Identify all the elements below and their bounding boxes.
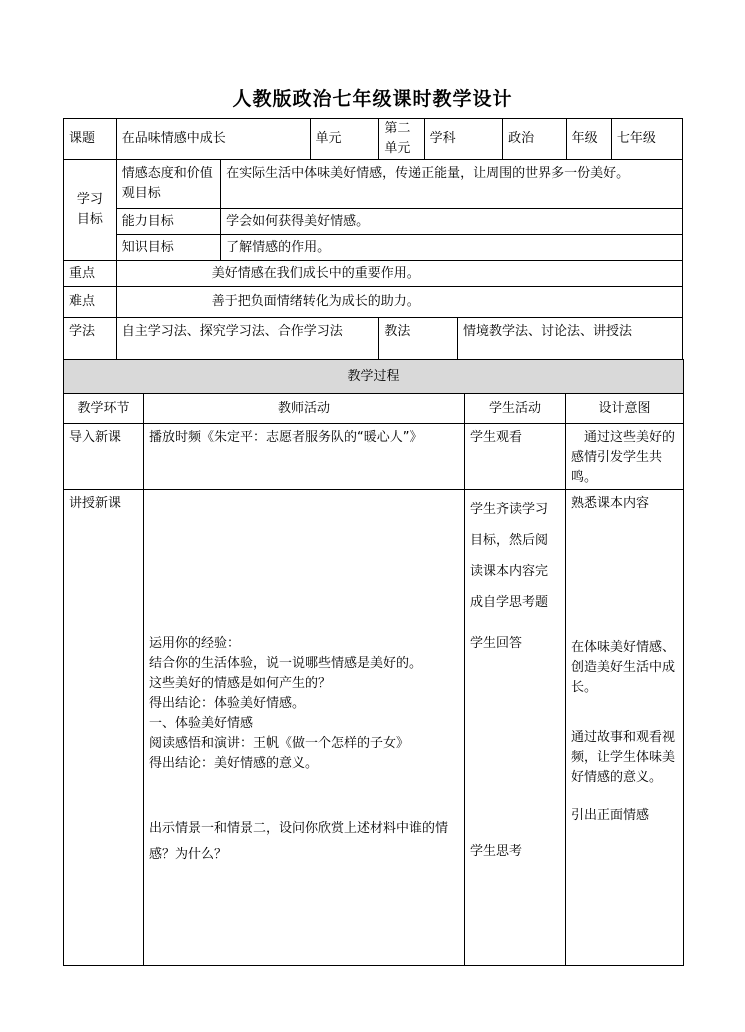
goals-label bbox=[64, 160, 117, 261]
process-table bbox=[63, 359, 684, 966]
goal-text: 在实际生活中体味美好情感，传递正能量，让周围的世界多一份美好。 bbox=[221, 160, 683, 209]
goal-name: 能力目标 bbox=[116, 209, 220, 235]
teacher-line: 阅读感悟和演讲：王帆《做一个怎样的子女》 bbox=[149, 736, 410, 751]
difficulty-label: 难点 bbox=[64, 287, 117, 318]
goal-text: 了解情感的作用。 bbox=[221, 235, 683, 261]
intro-design-intent: 通过这些美好的感情引发学生共鸣。 bbox=[566, 424, 684, 490]
intent-2: 在体味美好情感、创造美好生活中成长。 bbox=[571, 640, 676, 695]
column-header: 设计意图 bbox=[566, 394, 684, 424]
key-point-label: 重点 bbox=[64, 261, 117, 287]
intent-1: 熟悉课本内容 bbox=[571, 496, 650, 511]
subject-label: 课题 bbox=[64, 119, 117, 160]
info-row bbox=[64, 119, 683, 160]
teach-method-label: 教法 bbox=[379, 318, 458, 369]
info-table bbox=[63, 118, 683, 369]
unit-value: 第二单元 bbox=[379, 119, 424, 160]
goal-row-1 bbox=[64, 160, 683, 209]
teacher-line: 运用你的经验： bbox=[149, 636, 241, 651]
goal-name: 情感态度和价值观目标 bbox=[116, 160, 220, 209]
teacher-question: 出示情景一和情景二，设问你欣赏上述材料中谁的情感？为什么？ bbox=[149, 821, 449, 862]
new-lesson-row bbox=[64, 490, 684, 966]
subject-value: 在品味情感中成长 bbox=[116, 119, 310, 160]
goals-label-line-1: 学习 bbox=[76, 192, 103, 207]
new-lesson-design-intent bbox=[566, 490, 684, 966]
grade-label: 年级 bbox=[566, 119, 611, 160]
intro-row bbox=[64, 424, 684, 490]
goal-row-3 bbox=[64, 235, 683, 261]
stage-new-lesson: 讲授新课 bbox=[64, 490, 144, 966]
new-lesson-student-activity bbox=[465, 490, 566, 966]
intent-3: 通过故事和观看视频，让学生体味美好情感的意义。 bbox=[571, 730, 676, 785]
teacher-line: 得出结论：体验美好情感。 bbox=[149, 696, 306, 711]
study-method-label: 学法 bbox=[64, 318, 117, 369]
difficulty-text: 善于把负面情绪转化为成长的助力。 bbox=[116, 287, 682, 318]
goal-text: 学会如何获得美好情感。 bbox=[221, 209, 683, 235]
page-title: 人教版政治七年级课时教学设计 bbox=[232, 88, 513, 110]
goals-label-line-2: 目标 bbox=[76, 212, 103, 227]
unit-label: 单元 bbox=[310, 119, 379, 160]
stage-intro: 导入新课 bbox=[64, 424, 144, 490]
teacher-line: 结合你的生活体验，说一说哪些情感是美好的。 bbox=[149, 656, 423, 671]
difficulty-row bbox=[64, 287, 683, 318]
student-activity-2: 学生回答 bbox=[470, 636, 523, 651]
column-header: 教学环节 bbox=[64, 394, 144, 424]
teacher-line: 一、体验美好情感 bbox=[149, 716, 254, 731]
study-method-value: 自主学习法、探究学习法、合作学习法 bbox=[116, 318, 379, 369]
process-header-row bbox=[64, 360, 684, 394]
process-header: 教学过程 bbox=[64, 360, 684, 394]
intro-teacher-activity: 播放时频《朱定平：志愿者服务队的“暖心人”》 bbox=[144, 424, 465, 490]
teach-method-value: 情境教学法、讨论法、讲授法 bbox=[457, 318, 682, 369]
grade-value: 七年级 bbox=[611, 119, 682, 160]
student-activity-1: 学生齐读学习目标，然后阅读课本内容完成自学思考题 bbox=[470, 502, 549, 610]
course-value: 政治 bbox=[503, 119, 567, 160]
column-header: 学生活动 bbox=[465, 394, 566, 424]
column-header: 教师活动 bbox=[144, 394, 465, 424]
intro-student-activity: 学生观看 bbox=[465, 424, 566, 490]
new-lesson-teacher-activity bbox=[144, 490, 465, 966]
process-columns-row bbox=[64, 394, 684, 424]
goal-name: 知识目标 bbox=[116, 235, 220, 261]
intent-4: 引出正面情感 bbox=[571, 808, 650, 823]
course-label: 学科 bbox=[424, 119, 503, 160]
teacher-line: 这些美好的情感是如何产生的？ bbox=[149, 676, 332, 691]
teacher-line: 得出结论：美好情感的意义。 bbox=[149, 756, 319, 771]
student-activity-3: 学生思考 bbox=[470, 844, 523, 859]
key-point-row bbox=[64, 261, 683, 287]
key-point-text: 美好情感在我们成长中的重要作用。 bbox=[116, 261, 682, 287]
goal-row-2 bbox=[64, 209, 683, 235]
